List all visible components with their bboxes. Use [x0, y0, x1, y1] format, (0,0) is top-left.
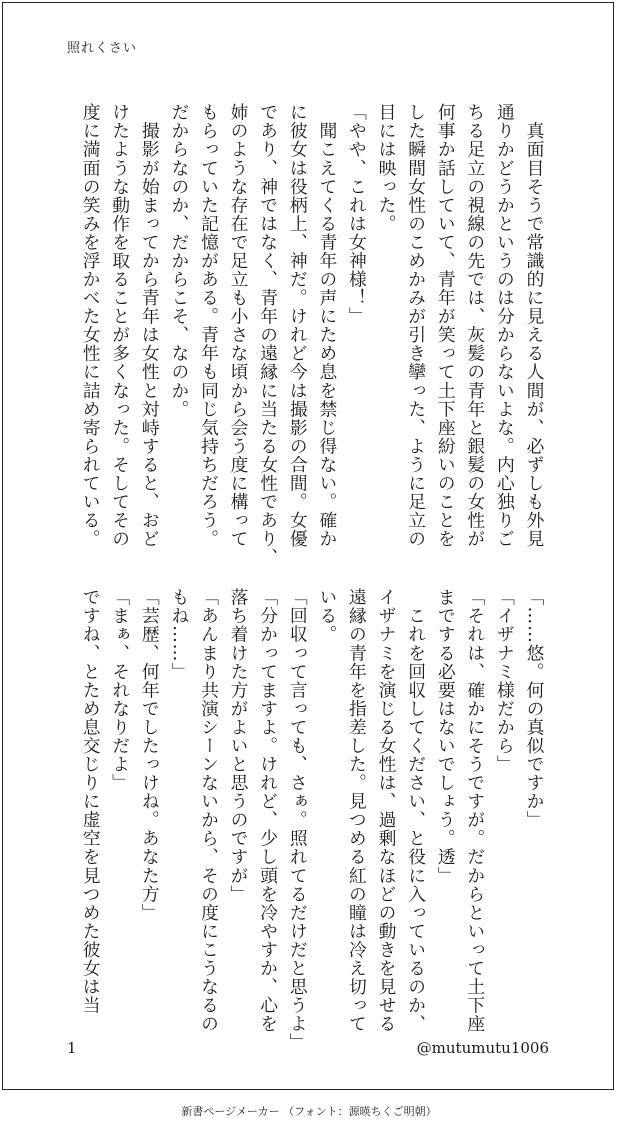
text-line: 目には映った。: [376, 103, 398, 233]
text-line: 「芸歴、何年でしたっけね。あなた方」: [139, 588, 161, 922]
text-line: 通りかどうかというのは分からないよな。内心独りご: [494, 103, 516, 548]
text-line: もらっていた記憶がある。青年も同じ気持ちだろう。: [198, 103, 220, 548]
page-number: 1: [67, 1039, 77, 1057]
text-line: だからなのか、だからこそ、なのか。: [168, 103, 190, 419]
text-line: であり、神ではなく、青年の遠縁に当たる女性であり、: [257, 103, 279, 567]
text-line: もね……」: [168, 588, 190, 681]
text-line: これを回収してください、と役に入っているのか、: [405, 588, 427, 1033]
text-line: ちる足立の視線の先では、灰髪の青年と銀髪の女性が: [464, 103, 486, 548]
text-line: 「まぁ、それなりだよ」: [109, 588, 131, 792]
text-line: 「イザナミ様だから」: [494, 588, 516, 774]
generator-credit: 新書ページメーカー （フォント：源暎ちくご明朝）: [181, 1105, 437, 1118]
text-line: した瞬間女性のこめかみが引き攣った、ように足立の: [405, 103, 427, 548]
text-line: 度に満面の笑みを浮かべた女性に詰め寄られている。: [80, 103, 102, 548]
text-line: までする必要はないでしょう。透」: [435, 588, 457, 885]
upper-text-block: [59, 103, 549, 567]
text-line: 「それは、確かにそうですが。だからといって土下座: [464, 588, 486, 1033]
text-line: 姉のような存在で足立も小さな頃から会う度に構って: [228, 103, 250, 548]
text-line: 「やや、これは女神様！」: [346, 103, 368, 326]
text-line: 真面目そうで常識的に見える人間が、必ずしも外見: [524, 103, 545, 548]
text-line: 「……悠。何の真似ですか」: [524, 588, 545, 830]
text-line: ですね、とため息交じりに虚空を見つめた彼女は当: [80, 588, 102, 1015]
text-line: 「分かってますよ。けれど、少し頭を冷やすか、心を: [257, 588, 279, 1033]
text-line: 聞こえてくる青年の声にため息を禁じ得ない。確か: [316, 103, 338, 548]
text-line: けたような動作を取ることが多くなった。そしてその: [109, 103, 131, 548]
text-line: 遠縁の青年を指差した。見つめる紅の瞳は冷え切って: [346, 588, 368, 1033]
text-line: 撮影が始まってから青年は女性と対峙すると、おど: [139, 103, 161, 548]
author-handle: @mutumutu1006: [416, 1039, 549, 1057]
text-line: 「回収って言っても、さぁ。照れてるだけだと思うよ」: [287, 588, 309, 1052]
page-title: 照れくさい: [67, 41, 138, 56]
text-line: 何事か話していて、青年が笑って土下座紛いのことを: [435, 103, 457, 548]
text-line: 「あんまり共演シーンないから、その度にこうなるの: [198, 588, 220, 1033]
text-line: 落ち着けた方がよいと思うのですが」: [228, 588, 250, 904]
text-line: イザナミを演じる女性は、過剰なほどの動きを見せる: [376, 588, 398, 1033]
page-frame: [2, 2, 614, 1090]
text-line: いる。: [316, 588, 338, 644]
text-line: に彼女は役柄上、神だ。けれど今は撮影の合間。女優: [287, 103, 309, 548]
